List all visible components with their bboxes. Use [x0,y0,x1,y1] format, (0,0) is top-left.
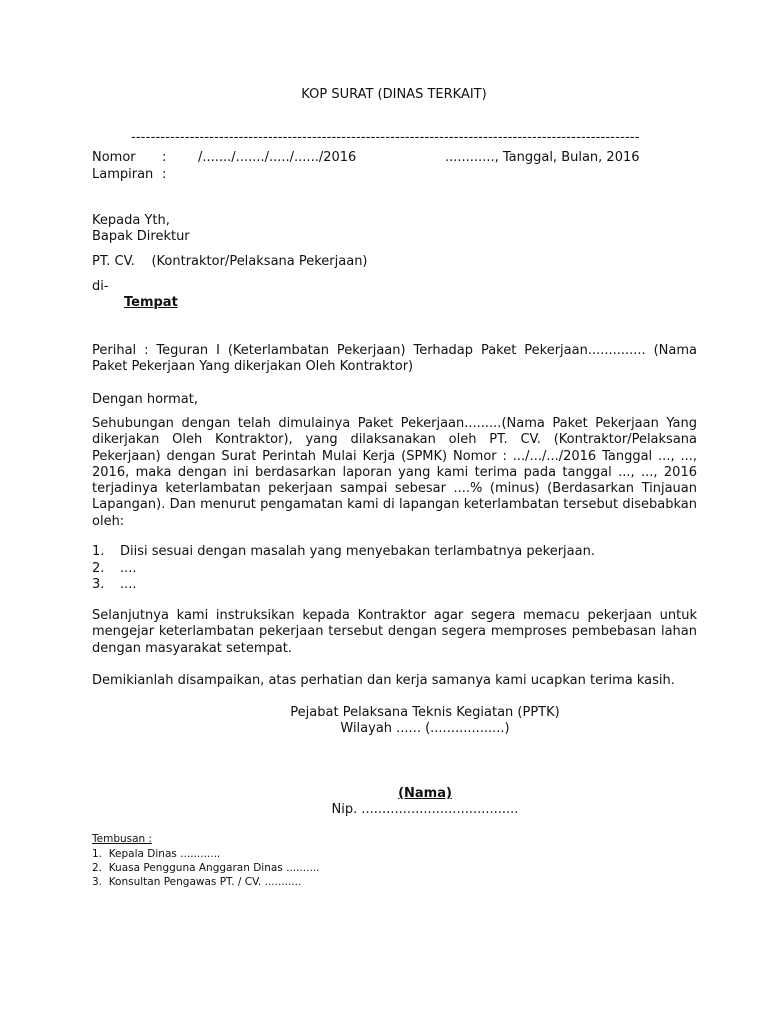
list-item-text: Diisi sesuai dengan masalah yang menyebakan terlambatnya pekerjaan. [120,544,595,559]
nomor-label: Nomor [92,150,136,165]
lampiran-colon: : [162,167,167,182]
body-paragraph-1: Sehubungan dengan telah dimulainya Paket Pekerjaan.........(Nama Paket Pekerjaan Yang dikerjakan Oleh Kontraktor), yang dilaksanakan oleh PT. CV. (Kontraktor/Pelaksana Pekerjaan) dengan Surat Perintah Mulai Kerja (SPMK) Nomor : .../.../.../2016 Tanggal ..., ..., 2016, maka dengan ini berdasarkan laporan yang kami terima pada tanggal ..., ..., 2016 terjadinya keterlambatan pekerjaan sampai sebesar ....% (minus) (Berdasarkan Tinjauan Lapangan). Dan menurut pengamatan kami di lapangan keterlambatan tersebut disebabkan oleh: [92,416,697,529]
closing-sentence: Demikianlah disampaikan, atas perhatian dan kerja samanya kami ucapkan terima kasih. [92,673,675,688]
cc-title: Tembusan : [92,833,153,845]
cc-item: 2. Kuasa Pengguna Anggaran Dinas .......... [92,862,320,874]
recipient-salutation: Kepada Yth, [92,213,170,228]
recipient-di: di- [92,279,109,294]
nomor-row [92,150,356,165]
recipient-company: PT. CV. (Kontraktor/Pelaksana Pekerjaan) [92,254,368,269]
letter-date: ............, Tanggal, Bulan, 2016 [445,150,640,165]
signature-name: (Nama) [398,786,452,801]
cc-item: 1. Kepala Dinas ............ [92,848,221,860]
letterhead-separator: -------------------------------------------------------------------------------------------------------- [131,130,640,145]
recipient-place: Tempat [124,295,178,310]
list-item-text: .... [120,561,137,576]
signature-nip: Nip. ...................................... [331,802,519,817]
nomor-colon: : [162,150,167,165]
list-item-number: 3. [92,577,105,592]
list-item-text: .... [120,577,137,592]
body-paragraph-2: Selanjutnya kami instruksikan kepada Kontraktor agar segera memacu pekerjaan untuk mengejar keterlambatan pekerjaan tersebut dengan segera memproses pembebasan lahan dengan masyarakat setempat. [92,608,697,656]
signature-region: Wilayah ...... (..................) [340,721,510,736]
recipient-title: Bapak Direktur [92,229,190,244]
list-item-number: 1. [92,544,105,559]
signature-position: Pejabat Pelaksana Teknis Kegiatan (PPTK) [290,705,560,720]
lampiran-label: Lampiran [92,167,154,182]
subject-line: Perihal : Teguran I (Keterlambatan Pekerjaan) Terhadap Paket Pekerjaan.............. (Nama Paket Pekerjaan Yang dikerjakan Oleh Kontraktor) [92,343,697,375]
list-item [92,544,595,559]
letterhead-title: KOP SURAT (DINAS TERKAIT) [301,87,487,102]
list-item-number: 2. [92,561,105,576]
lampiran-row [92,167,166,182]
cc-item: 3. Konsultan Pengawas PT. / CV. ........... [92,876,302,888]
greeting: Dengan hormat, [92,392,199,407]
list-item [92,561,137,576]
nomor-value: /......./......./...../....../2016 [198,150,357,165]
list-item [92,577,137,592]
